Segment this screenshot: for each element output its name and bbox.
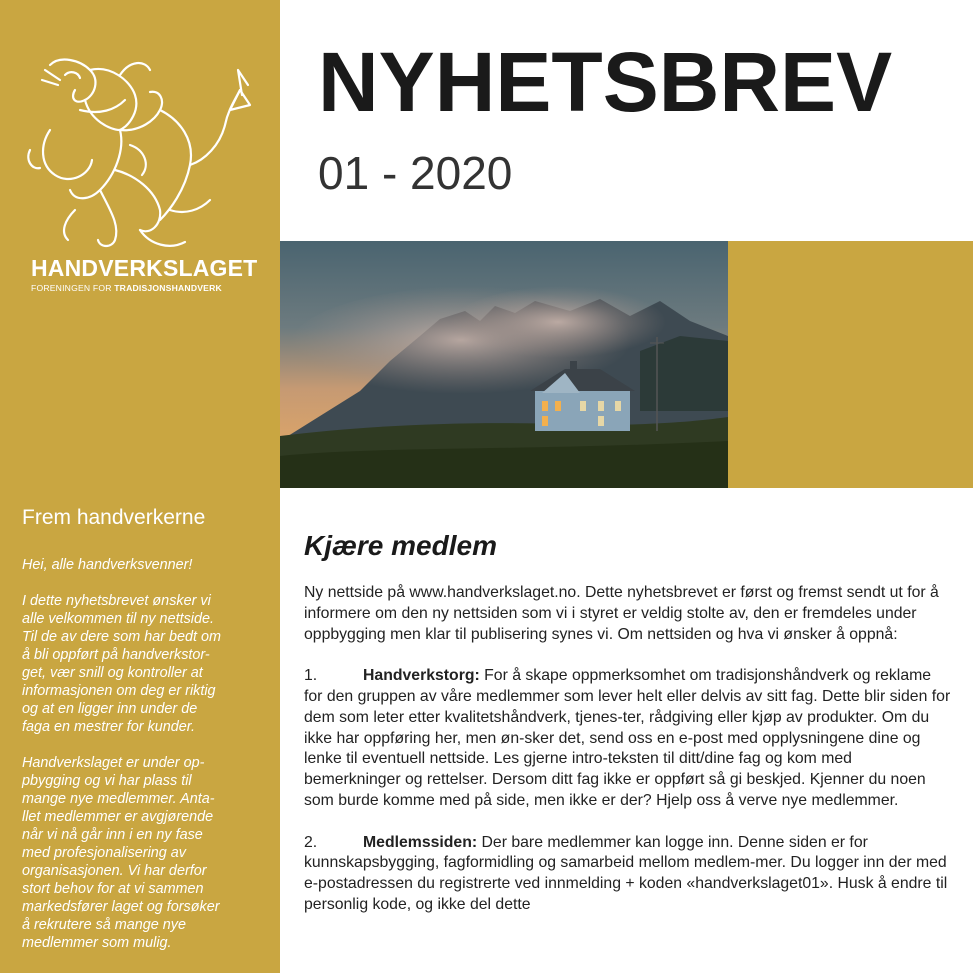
issue-number: 01 - 2020 — [318, 147, 513, 199]
gold-accent-block — [728, 241, 973, 488]
item-number: 1. — [304, 667, 318, 685]
greeting-heading: Kjære medlem — [304, 530, 497, 561]
logo-title: HANDVERKSLAGET — [31, 255, 258, 281]
sidebar-paragraph: I dette nyhetsbrevet ønsker vi alle velkommen til ny nettside. Til de av dere som har bedt om å bli oppført på handverkstor- get, vær snill og kontroller at informasjonen om deg er riktig og at en ligger inn under de faga en mestrer for kunder. — [22, 593, 222, 735]
house-landscape-photo — [280, 241, 728, 488]
dragon-logo-icon — [20, 50, 260, 255]
logo-subtitle-bold: TRADISJONSHANDVERK — [114, 283, 222, 293]
sidebar-paragraph: Handverkslaget er under op- pbygging og vi har plass til mange nye medlemmer. Anta- llet medlemmer er avgjørende når vi nå går inn i en ny fase med profesjonalisering av organisasjonen. Vi har derfor stort behov for at vi sammen markedsfører laget og forsøker å rekrutere så mange nye medlemmer som mulig. — [22, 755, 220, 951]
sidebar-paragraph: Hei, alle handverksvenner! — [22, 557, 193, 573]
item-text: For å skape oppmerksomhet om tradisjonshåndverk og reklame for den gruppen av våre medlemmer som lever helt eller delvis av sitt fag. Dette blir siden for dem som leter etter kvalitetshåndverk, tjenes-ter, rådgiving eller kjøp av produkter. Om du ikke har oppføring her, men øn-sker det, send oss en e-post med opplysningene dine og lenke til eventuell nettside. Les gjerne intro-teksten til ditt/dine fag og kom med bemerkninger og rettelser. Dersom ditt fag ikke er oppført så gi beskjed. Kjenner du noen som burde komme med på side, men ikke er der? Hjelp oss å verve nye medlemmer. — [304, 667, 951, 809]
item-title: Handverkstorg: — [363, 667, 480, 685]
newsletter-title: NYHETSBREV — [318, 35, 893, 129]
sidebar-body — [22, 556, 260, 970]
sidebar — [0, 0, 280, 973]
list-item — [304, 833, 952, 916]
item-text: Der bare medlemmer kan logge inn. Denne siden er for kunnskapsbygging, fagformidling og samarbeid mellom medlem-mer. Du logger inn der med e-postadressen du registrerte ved innmelding + koden «handverkslaget01». Husk å endre til personlig kode, og ikke del dette — [304, 833, 948, 913]
list-item — [304, 666, 952, 812]
intro-paragraph: Ny nettside på www.handverkslaget.no. Dette nyhetsbrevet er først og fremst sendt ut for å informere om den ny nettsiden som vi i styret er veldig stolte av, den er fremdeles under oppbygging men klar til publisering synes vi. Om nettsiden og hva vi ønsker å oppnå: — [304, 584, 939, 643]
main-text — [304, 583, 952, 916]
logo-subtitle — [31, 283, 222, 293]
item-number: 2. — [304, 833, 318, 851]
sidebar-heading: Frem handverkerne — [22, 506, 206, 529]
logo-subtitle-prefix: FORENINGEN FOR — [31, 283, 115, 293]
item-title: Medlemssiden: — [363, 833, 478, 851]
